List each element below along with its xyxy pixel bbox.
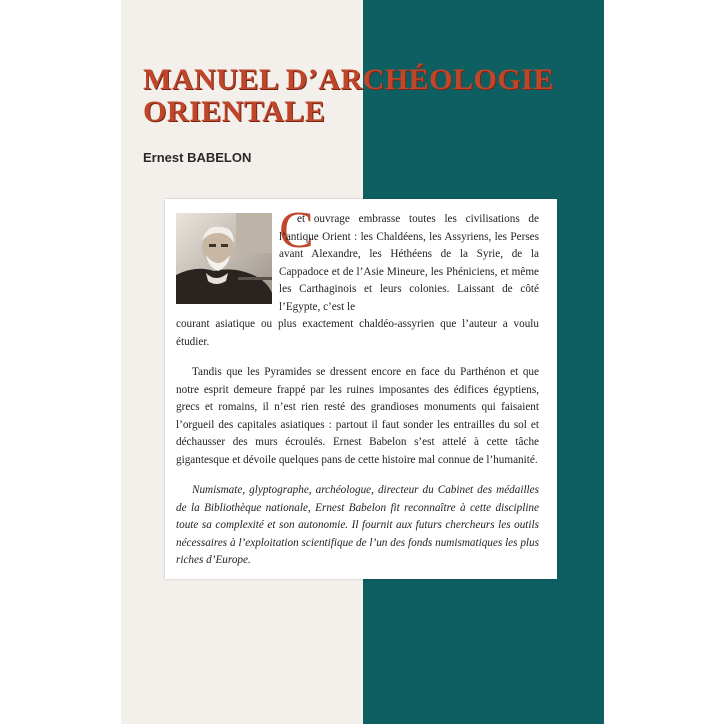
back-cover-blurb-card (165, 199, 557, 579)
author-bio-paragraph: Numismate, glyptographe, archéologue, directeur du Cabinet des médailles de la Bibliothèque nationale, Ernest Babelon fit reconnaître à cette discipline toute sa complexité et son autonomie. Il fournit aux futurs chercheurs les outils nécessaires à l’exploitation scientifique de l’un des fonds numismatiques les plus riches d’Europe. (176, 484, 539, 566)
title-line-2: ORIENTALE (143, 95, 326, 128)
drop-cap: C (279, 202, 314, 259)
title-line-1: MANUEL D’ARCHÉOLOGIE (143, 63, 554, 96)
intro-paragraph-continuation: courant asiatique ou plus exactement chaldéo-assyrien que l’auteur a voulu étudier. (176, 318, 539, 348)
author-name: Ernest BABELON (143, 150, 252, 165)
second-paragraph: Tandis que les Pyramides se dressent encore en face du Parthénon et que notre esprit demeure frappé par les ruines imposantes des édifices égyptiens, grecs et romains, il n’est rien resté des grandioses monuments qui faisaient l’orgueil des capitales asiatiques : partout il faut sonder les entrailles du sol et déchausser des murs écroulés. Ernest Babelon s’est attelé à cette tâche gigantesque et dévoile quelques pans de cette histoire mal connue de l’humanité. (176, 366, 539, 466)
book-title (143, 64, 554, 128)
author-portrait-photo (176, 213, 272, 304)
intro-paragraph: et ouvrage embrasse toutes les civilisations de l’antique Orient : les Chaldéens, les Assyriens, les Perses avant Alexandre, les Héthéens de la Syrie, de la Cappadoce et de l’Asie Mineure, les Phéniciens, et même les Carthaginois et leurs colonies. Laissant de côté l’Egypte, c’est le (279, 213, 539, 313)
portrait-image (176, 213, 272, 304)
